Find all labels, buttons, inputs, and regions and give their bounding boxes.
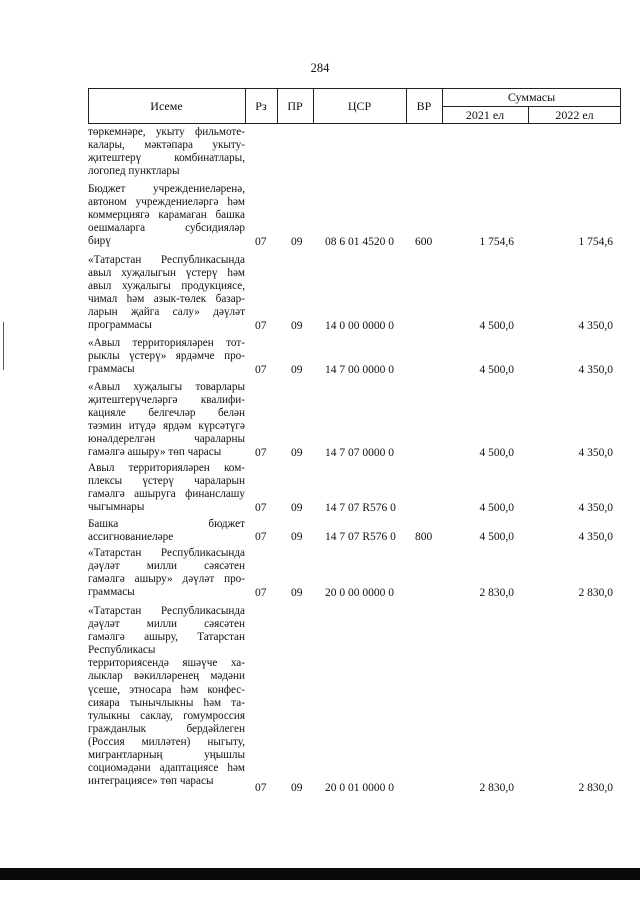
row-rz: 07: [255, 447, 267, 459]
row-rz: 07: [255, 587, 267, 599]
row-sum-2021: 4 500,0: [479, 531, 514, 543]
row-rz: 07: [255, 531, 267, 543]
row-rz: 07: [255, 502, 267, 514]
row-name: Авыл территорияләрен ком- плексы үстерү чараларын гамәлгә ашыруга финанслашу чыгымнары: [88, 462, 245, 514]
row-name: «Татарстан Республикасында дәүләт милли сәясәтен гамәлгә ашыру» дәүләт про- граммасы: [88, 547, 245, 599]
header-csr: ЦСР: [347, 98, 372, 113]
header-pr: ПР: [287, 98, 303, 113]
table-row: [88, 381, 621, 460]
header-rz: Рз: [255, 98, 267, 113]
row-sum-2022: 4 350,0: [578, 447, 613, 459]
row-pr: 09: [291, 531, 303, 543]
scan-edge-bar: [0, 868, 640, 880]
row-sum-2021: 4 500,0: [479, 447, 514, 459]
row-vr: 800: [415, 531, 433, 543]
row-sum-2021: 1 754,6: [479, 236, 514, 248]
row-sum-2021: 2 830,0: [479, 587, 514, 599]
row-name: «Авыл территорияләрен тот- рыклы үстерү» ярдәмче про- граммасы: [88, 337, 245, 376]
header-name: Исеме: [150, 98, 183, 113]
row-sum-2022: 2 830,0: [578, 587, 613, 599]
row-vr: 600: [415, 236, 433, 248]
row-pr: 09: [291, 364, 303, 376]
row-csr: 20 0 00 0000 0: [325, 587, 394, 599]
table-row: [88, 126, 621, 179]
row-rz: 07: [255, 236, 267, 248]
row-name: төркемнәре, укыту фильмоте- калары, мәктәпара укыту- җитештерү комбинатлары, логопед пунктлары: [88, 126, 245, 178]
row-rz: 07: [255, 364, 267, 376]
row-rz: 07: [255, 320, 267, 332]
row-csr: 14 7 07 0000 0: [325, 447, 394, 459]
table-row: [88, 547, 621, 600]
row-name: «Татарстан Республикасында дәүләт милли сәясәтен гамәлгә ашыру, Татарстан Республикасы территориясендә яшәүче ха- лыклар вәкилләренең мәдәни үсеше, этносара һәм конфес- сияара тынычлыкны һәм та- тулыкны саклау, гомумроссия гражданлык бердәйлеген (Россия милләтен) ныгыту, мигрантларның уңышлы социомәдәни адаптациясе һәм интеграциясе» төп чарасы: [88, 605, 245, 788]
row-sum-2022: 4 350,0: [578, 320, 613, 332]
row-csr: 14 0 00 0000 0: [325, 320, 394, 332]
row-name: «Авыл хуҗалыгы товарлары җитештерүчеләргә квалифи- кацияле белгечләр белән тәэмин итүдә ярдәм күрсәтүгә юнәлдерелгән чараларны гамәлгә ашыру» төп чарасы: [88, 381, 245, 459]
row-rz: 07: [255, 782, 267, 794]
row-pr: 09: [291, 502, 303, 514]
row-sum-2021: 4 500,0: [479, 320, 514, 332]
margin-mark: [3, 322, 4, 370]
header-vr: ВР: [416, 98, 432, 113]
row-pr: 09: [291, 236, 303, 248]
row-pr: 09: [291, 587, 303, 599]
header-year-2021: 2021 ел: [465, 107, 505, 122]
row-sum-2022: 4 350,0: [578, 364, 613, 376]
row-sum-2021: 2 830,0: [479, 782, 514, 794]
row-csr: 08 6 01 4520 0: [325, 236, 394, 248]
table-row: [88, 518, 621, 544]
row-sum-2022: 1 754,6: [578, 236, 613, 248]
row-csr: 14 7 07 R576 0: [325, 502, 396, 514]
table-row: [88, 337, 621, 377]
row-name: Башка бюджет ассигнованиеләре: [88, 518, 245, 544]
row-sum-2021: 4 500,0: [479, 502, 514, 514]
table-row: [88, 254, 621, 333]
table-header: [88, 88, 621, 124]
table-row: [88, 183, 621, 249]
row-sum-2022: 4 350,0: [578, 531, 613, 543]
row-csr: 14 7 00 0000 0: [325, 364, 394, 376]
row-sum-2022: 2 830,0: [578, 782, 613, 794]
row-pr: 09: [291, 320, 303, 332]
table-row: [88, 605, 621, 795]
header-year-2022: 2022 ел: [555, 107, 594, 122]
row-csr: 14 7 07 R576 0: [325, 531, 396, 543]
row-name: Бюджет учреждениеләренә, автоном учреждениеләргә һәм коммерциягә карамаган башка оешмаларга субсидияләр бирү: [88, 183, 245, 248]
row-sum-2022: 4 350,0: [578, 502, 613, 514]
header-sums: Суммасы: [507, 89, 556, 104]
row-sum-2021: 4 500,0: [479, 364, 514, 376]
row-name: «Татарстан Республикасында авыл хуҗалыгын үстерү һәм авыл хуҗалыгы продукциясе, чимал һәм азык-төлек базар- ларын җайга салу» дәүләт программасы: [88, 254, 245, 332]
row-pr: 09: [291, 447, 303, 459]
row-pr: 09: [291, 782, 303, 794]
row-csr: 20 0 01 0000 0: [325, 782, 394, 794]
table-row: [88, 462, 621, 515]
page-number: 284: [310, 61, 330, 75]
